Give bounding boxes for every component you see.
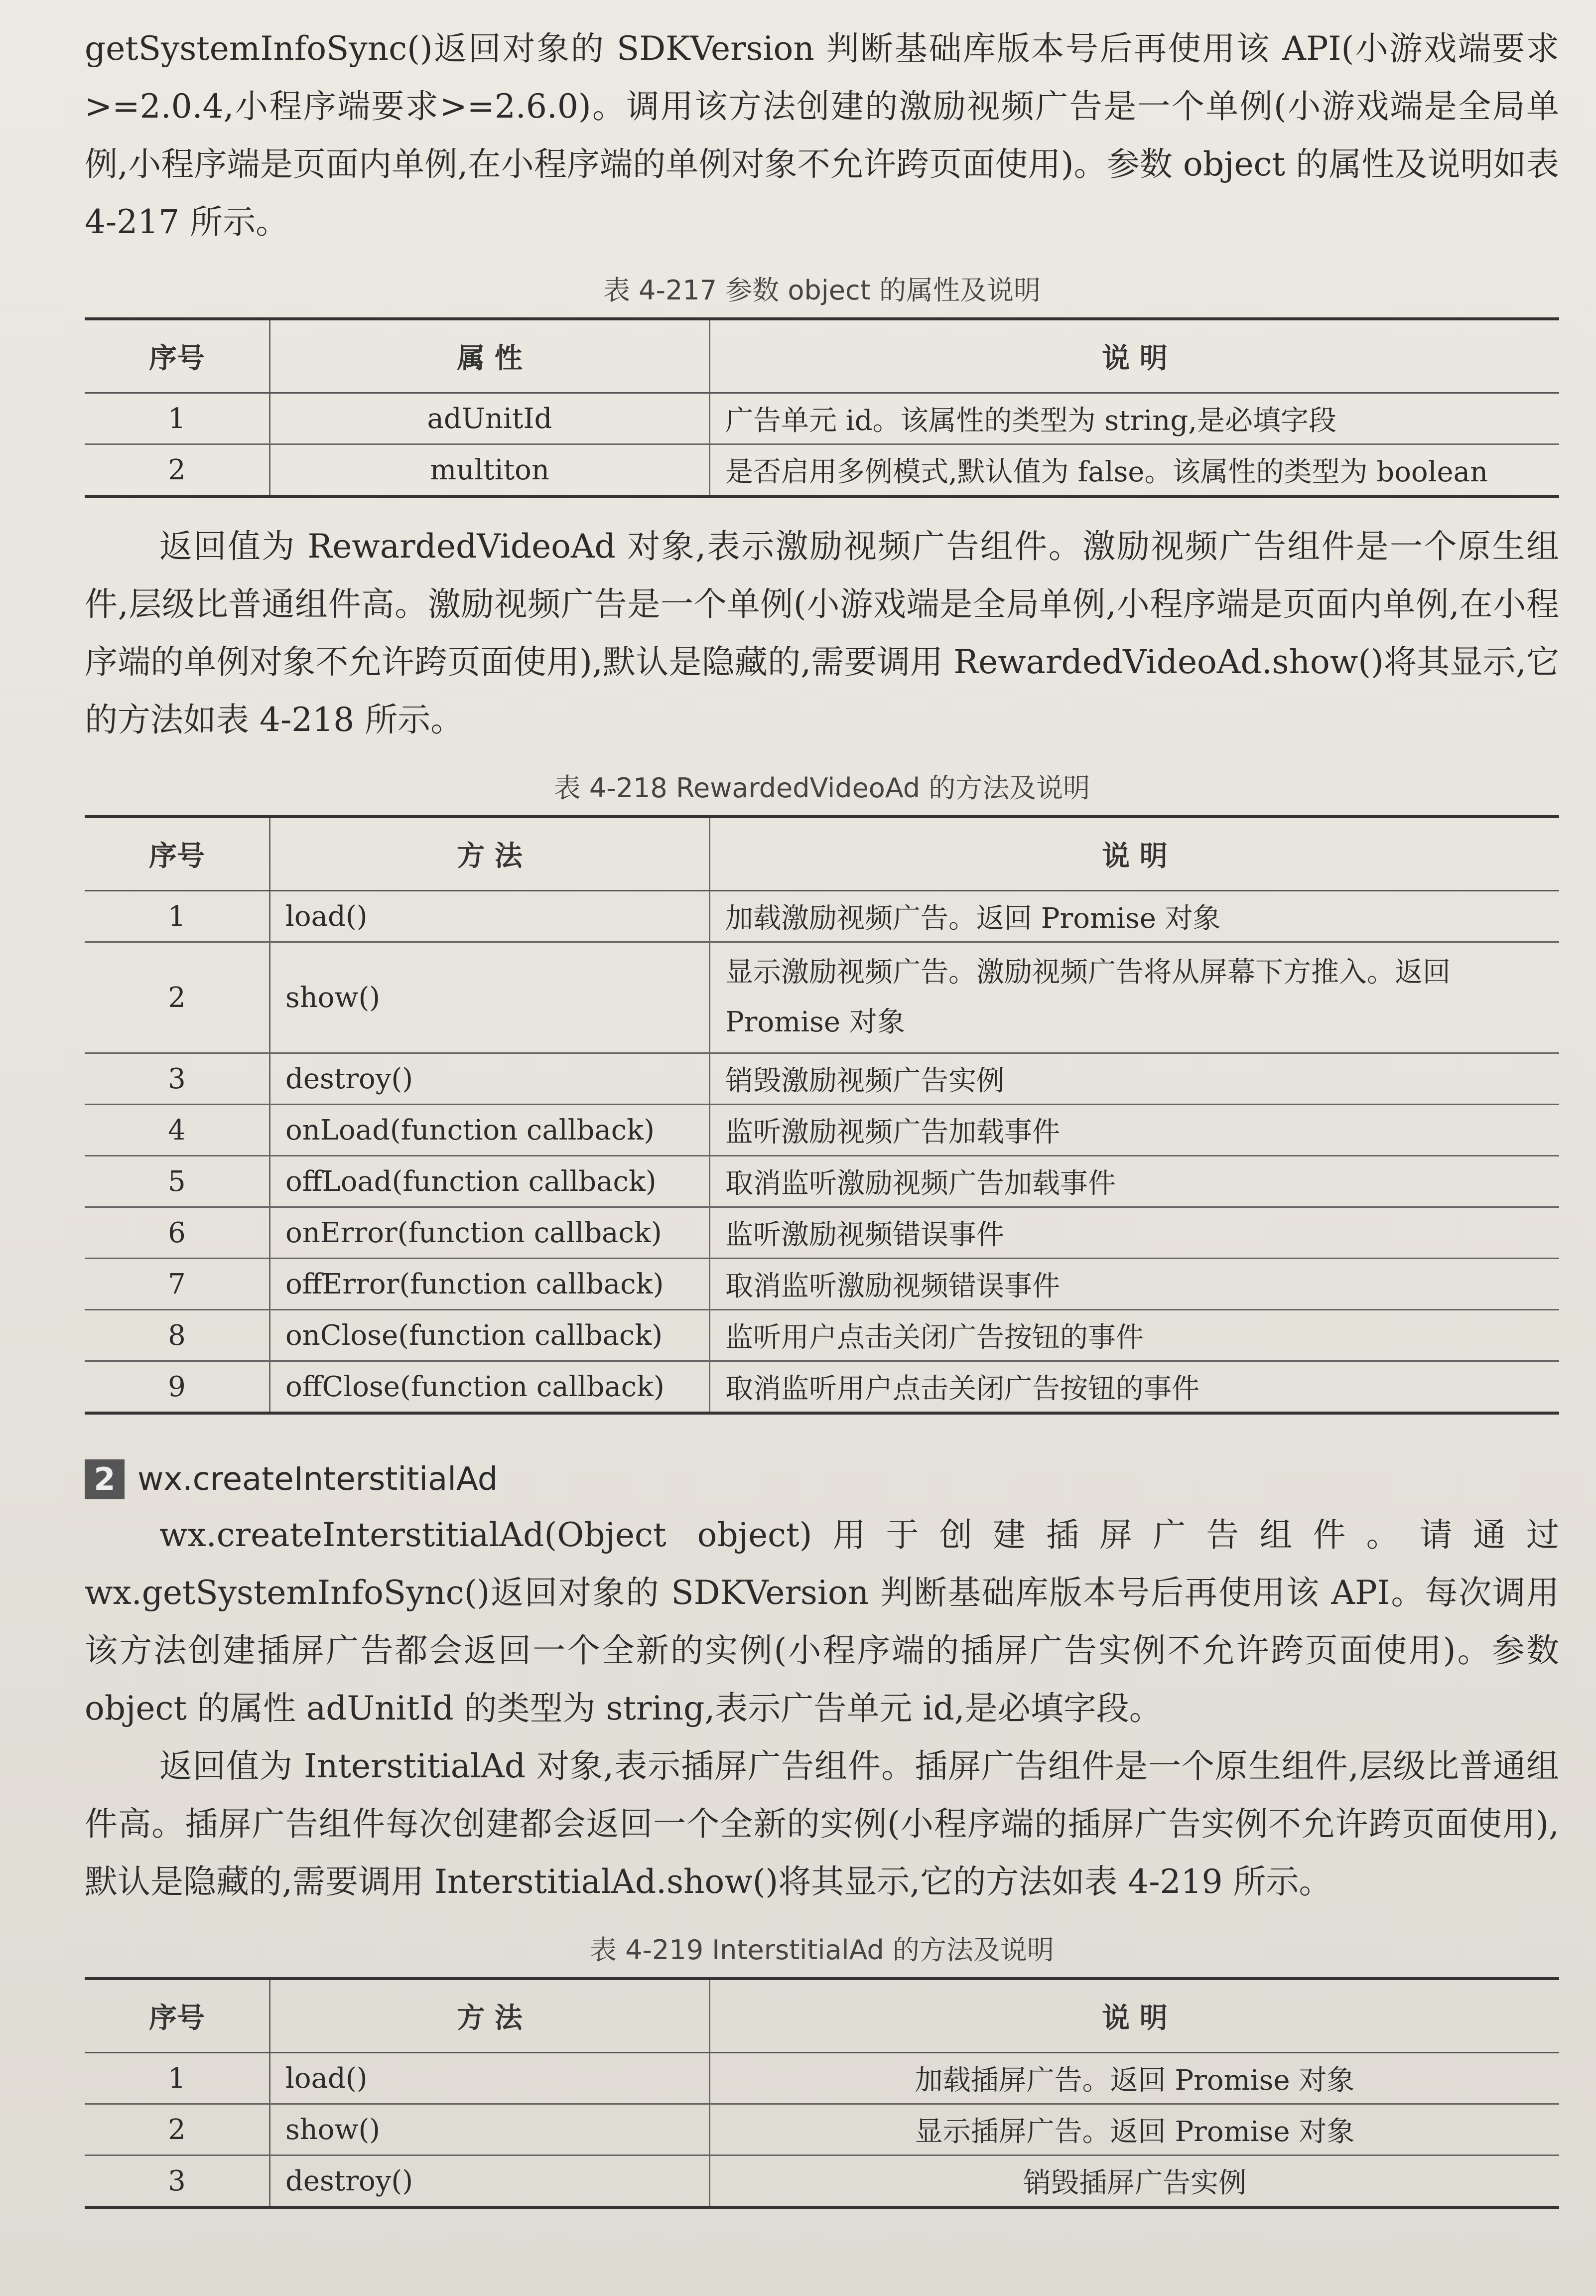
row-index: 2 — [85, 2104, 270, 2155]
row-description: 是否启用多例模式,默认值为 false。该属性的类型为 boolean — [710, 444, 1560, 497]
row-index: 7 — [85, 1259, 270, 1310]
row-index: 3 — [85, 2155, 270, 2208]
row-index: 3 — [85, 1053, 270, 1105]
row-description: 销毁插屏广告实例 — [710, 2155, 1560, 2208]
header-attribute: 属 性 — [270, 319, 710, 393]
row-description: 销毁激励视频广告实例 — [710, 1053, 1560, 1105]
row-index: 1 — [85, 393, 270, 444]
table-row — [85, 942, 1559, 1053]
row-method: destroy() — [270, 2155, 710, 2208]
table-row — [85, 1361, 1559, 1414]
table-219-caption: 表 4-219 InterstitialAd 的方法及说明 — [589, 1934, 1054, 1966]
table-row — [85, 1105, 1559, 1156]
row-description: 显示插屏广告。返回 Promise 对象 — [710, 2104, 1560, 2155]
row-method: onError(function callback) — [270, 1207, 710, 1259]
table-row — [85, 1259, 1559, 1310]
row-index: 4 — [85, 1105, 270, 1156]
header-index: 序号 — [85, 817, 270, 891]
section-heading — [85, 1459, 1559, 1499]
row-description: 加载激励视频广告。返回 Promise 对象 — [710, 891, 1560, 942]
row-method: onLoad(function callback) — [270, 1105, 710, 1156]
row-method: offError(function callback) — [270, 1259, 710, 1310]
table-row — [85, 2053, 1559, 2104]
row-description: 监听激励视频广告加载事件 — [710, 1105, 1560, 1156]
row-method: onClose(function callback) — [270, 1310, 710, 1361]
header-method: 方 法 — [270, 1979, 710, 2053]
table-header-row — [85, 1979, 1559, 2053]
row-description: 监听用户点击关闭广告按钮的事件 — [710, 1310, 1560, 1361]
row-index: 6 — [85, 1207, 270, 1259]
table-218-caption: 表 4-218 RewardedVideoAd 的方法及说明 — [553, 772, 1090, 804]
row-method: load() — [270, 2053, 710, 2104]
row-index: 1 — [85, 891, 270, 942]
header-description: 说 明 — [710, 817, 1560, 891]
row-index: 1 — [85, 2053, 270, 2104]
table-row — [85, 2104, 1559, 2155]
row-description: 取消监听激励视频广告加载事件 — [710, 1156, 1560, 1207]
section-title: wx.createInterstitialAd — [137, 1461, 498, 1498]
row-attribute: multiton — [270, 444, 710, 497]
header-method: 方 法 — [270, 817, 710, 891]
section-paragraph-1: wx.createInterstitialAd(Object object)用于创建插屏广告组件。请通过 wx.getSystemInfoSync()返回对象的 SDKVersion 判断基础库版本号后再使用该 API。每次调用该方法创建插屏广告都会返回一个全新的实例(小程序端的插屏广告实例不允许跨页面使用)。参数 object 的属性 adUnitId 的类型为 string,表示广告单元 id,是必填字段。 — [85, 1516, 1559, 1727]
row-method: show() — [270, 942, 710, 1053]
row-attribute: adUnitId — [270, 393, 710, 444]
row-index: 2 — [85, 444, 270, 497]
row-method: load() — [270, 891, 710, 942]
row-description: 取消监听激励视频错误事件 — [710, 1259, 1560, 1310]
row-index: 5 — [85, 1156, 270, 1207]
row-method: show() — [270, 2104, 710, 2155]
row-description: 取消监听用户点击关闭广告按钮的事件 — [710, 1361, 1560, 1414]
section-paragraph-2: 返回值为 InterstitialAd 对象,表示插屏广告组件。插屏广告组件是一个原生组件,层级比普通组件高。插屏广告组件每次创建都会返回一个全新的实例(小程序端的插屏广告实例不允许跨页面使用),默认是隐藏的,需要调用 InterstitialAd.show()将其显示,它的方法如表 4-219 所示。 — [85, 1747, 1559, 1901]
table-row — [85, 1207, 1559, 1259]
header-index: 序号 — [85, 1979, 270, 2053]
intro-paragraph: getSystemInfoSync()返回对象的 SDKVersion 判断基础库版本号后再使用该 API(小游戏端要求>=2.0.4,小程序端要求>=2.6.0)。调用该方法创建的激励视频广告是一个单例(小游戏端是全局单例,小程序端是页面内单例,在小程序端的单例对象不允许跨页面使用)。参数 object 的属性及说明如表 4-217 所示。 — [85, 29, 1559, 241]
table-header-row — [85, 817, 1559, 891]
table-row — [85, 444, 1559, 497]
row-method: destroy() — [270, 1053, 710, 1105]
row-method: offLoad(function callback) — [270, 1156, 710, 1207]
row-index: 8 — [85, 1310, 270, 1361]
table-header-row — [85, 319, 1559, 393]
table-row — [85, 891, 1559, 942]
header-index: 序号 — [85, 319, 270, 393]
table-219 — [85, 1977, 1559, 2209]
document-page — [85, 20, 1559, 2209]
row-description: 监听激励视频错误事件 — [710, 1207, 1560, 1259]
table-row — [85, 1310, 1559, 1361]
header-description: 说 明 — [710, 1979, 1560, 2053]
row-index: 2 — [85, 942, 270, 1053]
row-method: offClose(function callback) — [270, 1361, 710, 1414]
table-row — [85, 2155, 1559, 2208]
row-description: 加载插屏广告。返回 Promise 对象 — [710, 2053, 1560, 2104]
return-value-paragraph: 返回值为 RewardedVideoAd 对象,表示激励视频广告组件。激励视频广告组件是一个原生组件,层级比普通组件高。激励视频广告是一个单例(小游戏端是全局单例,小程序端是页面内单例,在小程序端的单例对象不允许跨页面使用),默认是隐藏的,需要调用 RewardedVideoAd.show()将其显示,它的方法如表 4-218 所示。 — [85, 527, 1559, 739]
section-number-badge: 2 — [85, 1459, 125, 1499]
table-218 — [85, 815, 1559, 1415]
row-index: 9 — [85, 1361, 270, 1414]
table-217-caption: 表 4-217 参数 object 的属性及说明 — [603, 275, 1041, 306]
header-description: 说 明 — [710, 319, 1560, 393]
table-217 — [85, 317, 1559, 498]
table-row — [85, 1053, 1559, 1105]
table-row — [85, 1156, 1559, 1207]
row-description: 广告单元 id。该属性的类型为 string,是必填字段 — [710, 393, 1560, 444]
table-row — [85, 393, 1559, 444]
row-description: 显示激励视频广告。激励视频广告将从屏幕下方推入。返回 Promise 对象 — [710, 942, 1560, 1053]
